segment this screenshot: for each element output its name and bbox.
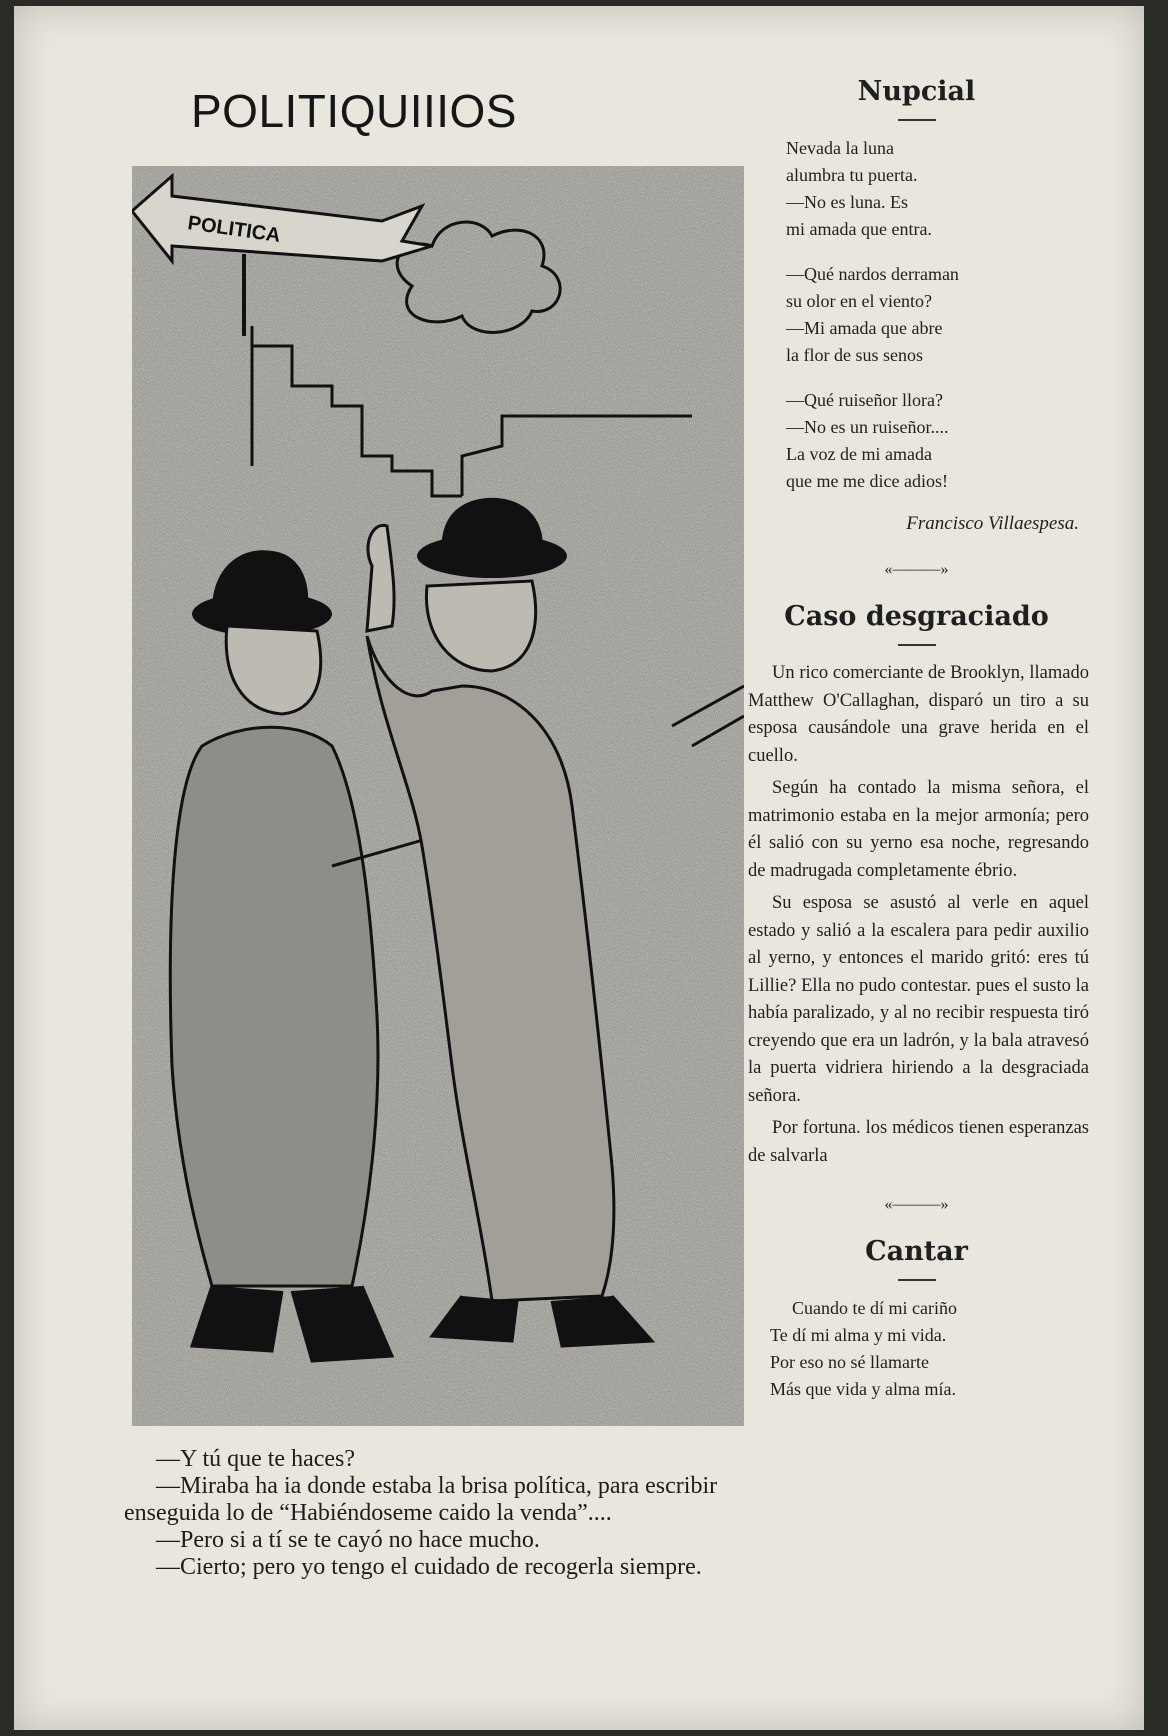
poem-line: —Qué nardos derraman [786, 264, 959, 284]
caption-line: —Pero si a tí se te cayó no hace mucho. [156, 1527, 540, 1553]
right-column [744, 76, 1089, 1403]
article-paragraph: Por fortuna. los médicos tienen esperanzas de salvarla [748, 1118, 1089, 1166]
poem-line: mi amada que entra. [786, 219, 932, 239]
title-rule [898, 644, 936, 646]
poem-line: Nevada la luna [786, 138, 894, 158]
verse-line: Cuando te dí mi cariño [792, 1298, 957, 1318]
title-rule [898, 119, 936, 121]
political-cartoon [132, 166, 744, 1426]
verse-line: Por eso no sé llamarte [770, 1352, 929, 1372]
verse-line: Te dí mi alma y mi vida. [770, 1325, 947, 1345]
poem-line: —Mi amada que abre [786, 318, 943, 338]
cantar-title: Cantar [865, 1236, 968, 1267]
poem-line: que me me dice adios! [786, 471, 948, 491]
newspaper-page [14, 6, 1144, 1730]
poem-stanza [786, 261, 1089, 369]
caption-line: —Cierto; pero yo tengo el cuidado de recogerla siempre. [156, 1554, 702, 1580]
section-divider: «———» [884, 561, 949, 578]
title-rule [898, 1279, 936, 1281]
caption-line: —Y tú que te haces? [156, 1446, 356, 1472]
poem-stanza [786, 387, 1089, 495]
poem-line: alumbra tu puerta. [786, 165, 918, 185]
poem-line: su olor en el viento? [786, 291, 932, 311]
nupcial-poem [786, 135, 1089, 495]
poem-author: Francisco Villaespesa. [906, 513, 1079, 534]
poem-line: la flor de sus senos [786, 345, 923, 365]
caso-title: Caso desgraciado [784, 601, 1049, 632]
cartoon-caption [124, 1446, 724, 1581]
article-paragraph: Un rico comerciante de Brooklyn, llamado Matthew O'Callaghan, disparó un tiro a su esposa causándole una grave herida en el cuello. [748, 663, 1089, 766]
poem-line: —Qué ruiseñor llora? [786, 390, 943, 410]
caption-line: —Miraba ha ia donde estaba la brisa política, para escribir enseguida lo de “Habiéndoseme caido la venda”.... [124, 1473, 718, 1526]
article-paragraph: Según ha contado la misma señora, el matrimonio estaba en la mejor armonía; pero él salió con su yerno esa noche, regresando de madrugada completamente ébrio. [748, 778, 1089, 881]
article-paragraph: Su esposa se asustó al verle en aquel estado y salió a la escalera para pedir auxilio al yerno, y entonces el marido gritó: eres tú Lillie? Ella no pudo contestar. pues el susto la había paralizado, y al no recibir respuesta tiró creyendo que era un ladrón, y la bala atravesó la puerta vidriera hiriendo a la desgraciada señora. [748, 893, 1089, 1106]
section-divider: «———» [884, 1196, 949, 1213]
poem-line: —No es un ruiseñor.... [786, 417, 949, 437]
poem-line: La voz de mi amada [786, 444, 932, 464]
poem-stanza [786, 135, 1089, 243]
sign-label: POLITICA [186, 212, 282, 247]
verse-line: Más que vida y alma mía. [770, 1379, 956, 1399]
nupcial-title: Nupcial [857, 76, 976, 107]
cantar-verse [770, 1295, 1089, 1403]
poem-line: —No es luna. Es [786, 192, 908, 212]
page-title: POLITIQUIIIOS [190, 85, 517, 137]
